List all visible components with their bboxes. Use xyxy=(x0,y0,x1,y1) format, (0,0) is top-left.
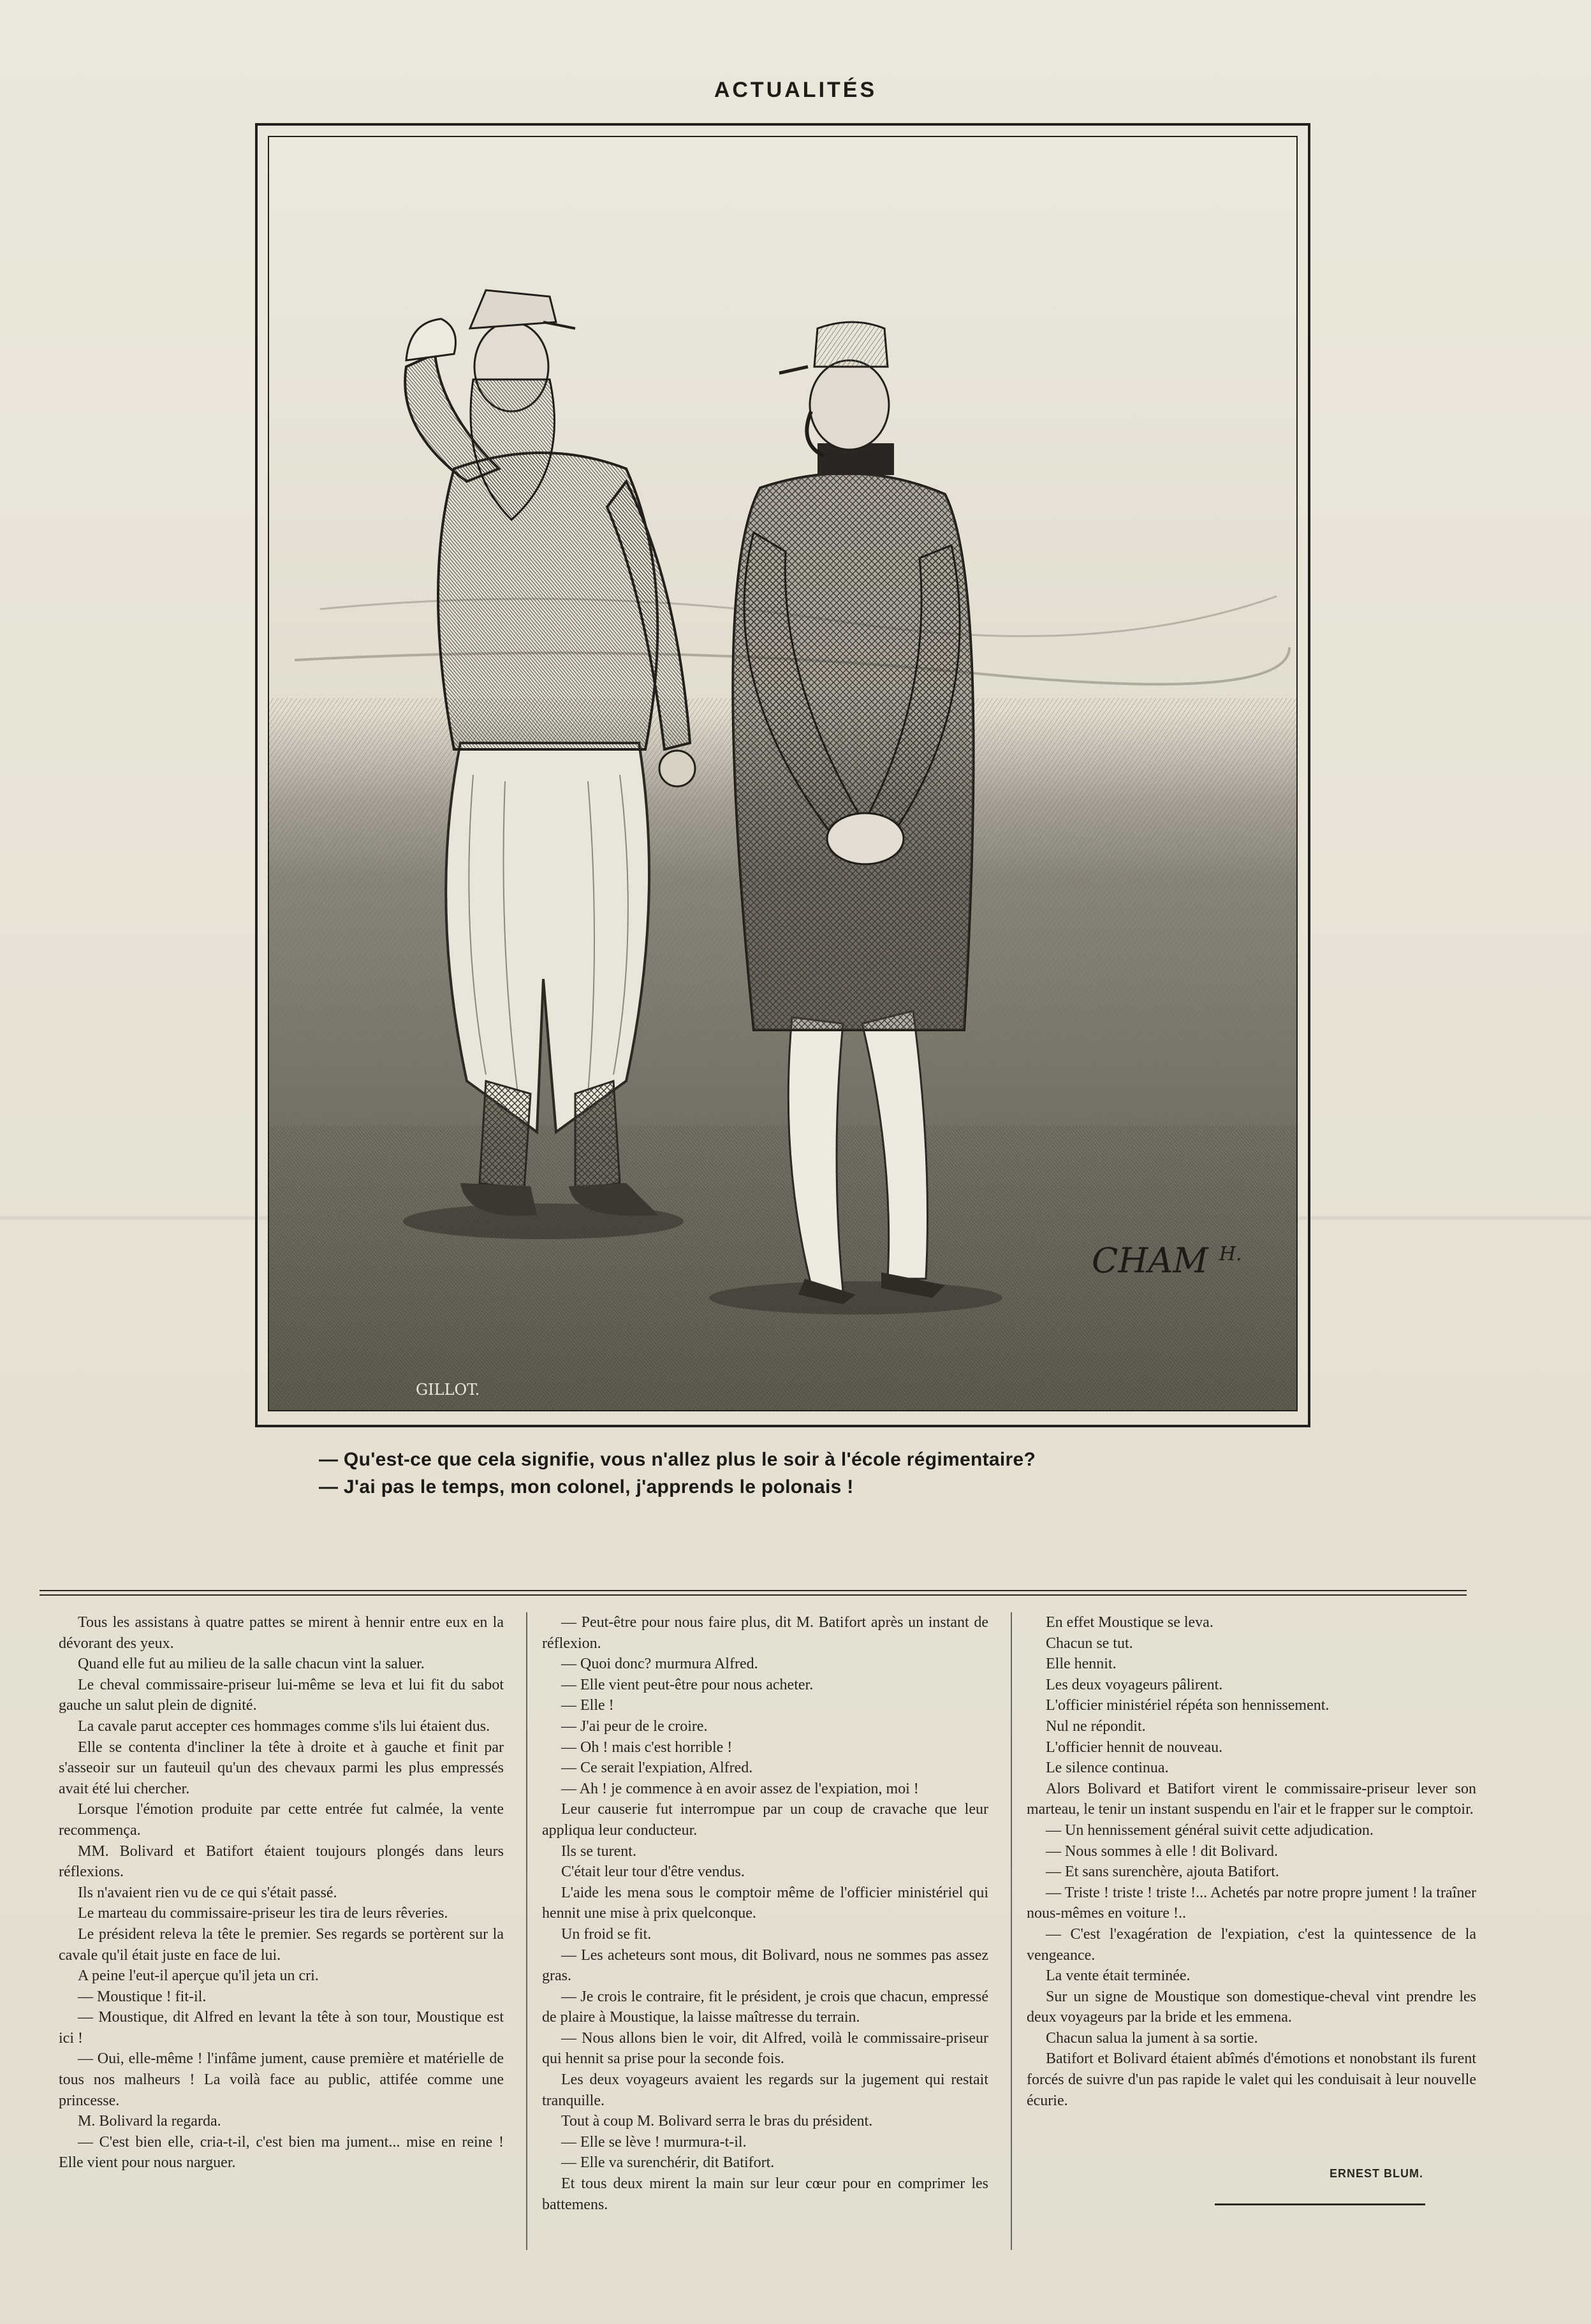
article-paragraph: Chacun se tut. xyxy=(1046,1635,1133,1652)
article-paragraph: Un froid se fit. xyxy=(561,1925,652,1943)
page-heading: ACTUALITÉS xyxy=(714,78,877,102)
article-paragraph: Ils se turent. xyxy=(561,1842,636,1860)
article-paragraph: — Nous allons bien le voir, dit Alfred, voilà le commissaire-priseur qui hennit sa prise pour la seconde fois. xyxy=(542,2029,988,2068)
article-paragraph: Tout à coup M. Bolivard serra le bras du président. xyxy=(561,2113,873,2130)
article-paragraph: C'était leur tour d'être vendus. xyxy=(561,1864,745,1881)
caption-line-1: — Qu'est-ce que cela signifie, vous n'allez plus le soir à l'école régimentaire? xyxy=(319,1449,1036,1470)
article-paragraph: Le silence continua. xyxy=(1046,1760,1169,1777)
column-separator-1 xyxy=(526,1612,527,2250)
article-paragraph: — J'ai peur de le croire. xyxy=(561,1717,708,1735)
article-paragraph: Tous les assistans à quatre pattes se mirent à hennir entre eux en la dévorant des yeux. xyxy=(59,1614,504,1652)
lithograph-two-soldiers-icon xyxy=(269,137,1296,1410)
article-paragraph: — Elle ! xyxy=(561,1697,614,1714)
article-paragraph: M. Bolivard la regarda. xyxy=(78,2113,221,2130)
article-paragraph: Nul ne répondit. xyxy=(1046,1717,1146,1735)
article-paragraph: Lorsque l'émotion produite par cette entrée fut calmée, la vente recommença. xyxy=(59,1801,504,1839)
article-paragraph: Elle se contenta d'incliner la tête à droite et à gauche et finit par s'asseoir sur un fauteuil qu'un des chevaux parmi les plus empressés avait été lui chercher. xyxy=(59,1739,504,1797)
article-paragraph: — Je crois le contraire, fit le président, je crois que chacun, empressé de plaire à Moustique, la laisse maîtresse du terrain. xyxy=(542,1988,988,2026)
article-paragraph: — Et sans surenchère, ajouta Batifort. xyxy=(1046,1864,1279,1881)
article-paragraph: Alors Bolivard et Batifort virent le commissaire-priseur lever son marteau, le tenir un instant suspendu en l'air et le frapper sur le comptoir. xyxy=(1027,1780,1476,1818)
article-rule-top xyxy=(40,1590,1467,1591)
article-paragraph: — Elle vient peut-être pour nous acheter. xyxy=(561,1676,814,1693)
article-paragraph: — Oui, elle-même ! l'infâme jument, cause première et matérielle de tous nos malheurs ! La voilà face au public, attifée comme une princesse. xyxy=(59,2050,504,2109)
article-paragraph: — Les acheteurs sont mous, dit Bolivard, nous ne sommes pas assez gras. xyxy=(542,1946,988,1985)
article-paragraph: — C'est l'exagération de l'expiation, c'est la quintessence de la vengeance. xyxy=(1027,1925,1476,1964)
article-paragraph: — Moustique, dit Alfred en levant la tête à son tour, Moustique est ici ! xyxy=(59,2009,504,2047)
article-paragraph: — Oh ! mais c'est horrible ! xyxy=(561,1739,733,1756)
article-paragraph: — Triste ! triste ! triste !... Achetés par notre propre jument ! la traîner nous-mêmes en voiture !.. xyxy=(1027,1884,1476,1922)
article-paragraph: Le cheval commissaire-priseur lui-même se leva et lui fit du sabot gauche un salut plein de dignité. xyxy=(59,1676,504,1714)
column-separator-2 xyxy=(1011,1612,1012,2250)
article-paragraph: — C'est bien elle, cria-t-il, c'est bien ma jument... mise en reine ! Elle vient pour nous narguer. xyxy=(59,2133,504,2172)
article-paragraph: Les deux voyageurs avaient les regards sur la jugement qui restait tranquille. xyxy=(542,2071,988,2109)
article-paragraph: — Quoi donc? murmura Alfred. xyxy=(561,1656,758,1673)
article-paragraph: L'officier ministériel répéta son hennissement. xyxy=(1046,1697,1330,1714)
illustration xyxy=(268,136,1298,1411)
article-paragraph: — Elle va surenchérir, dit Batifort. xyxy=(561,2154,775,2172)
article-paragraph: La cavale parut accepter ces hommages comme s'ils lui étaient dus. xyxy=(78,1717,490,1735)
article-paragraph: — Un hennissement général suivit cette adjudication. xyxy=(1046,1821,1374,1839)
article-paragraph: Et tous deux mirent la main sur leur cœur pour en comprimer les battemens. xyxy=(542,2175,988,2213)
article-rule-top-2 xyxy=(40,1594,1467,1596)
article-paragraph: L'officier hennit de nouveau. xyxy=(1046,1739,1223,1756)
artist-signature-extra: H. xyxy=(1219,1243,1242,1265)
article-paragraph: Le président releva la tête le premier. Ses regards se portèrent sur la cavale qu'il était juste en face de lui. xyxy=(59,1925,504,1964)
article-paragraph: A peine l'eut-il aperçue qu'il jeta un cri. xyxy=(78,1967,319,1985)
article-paragraph: Sur un signe de Moustique son domestique-cheval vint prendre les deux voyageurs par la bride et les emmena. xyxy=(1027,1988,1476,2026)
article-paragraph: MM. Bolivard et Batifort étaient toujours plongés dans leurs réflexions. xyxy=(59,1842,504,1881)
article-paragraph: Quand elle fut au milieu de la salle chacun vint la saluer. xyxy=(78,1656,425,1673)
article-paragraph: L'aide les mena sous le comptoir même de l'officier ministériel qui hennit une mise à prix quelconque. xyxy=(542,1884,988,1922)
article-paragraph: Batifort et Bolivard étaient abîmés d'émotions et nonobstant ils furent forcés de suivre d'un pas rapide le valet qui les conduisait à leur nouvelle écurie. xyxy=(1027,2050,1476,2109)
article-paragraph: — Elle se lève ! murmura-t-il. xyxy=(561,2133,747,2151)
article-column-1 xyxy=(59,1612,504,2173)
closing-rule xyxy=(1215,2203,1425,2205)
article-paragraph: Le marteau du commissaire-priseur les tira de leurs rêveries. xyxy=(78,1905,448,1922)
article-paragraph: Chacun salua la jument à sa sortie. xyxy=(1046,2029,1258,2047)
article-paragraph: — Nous sommes à elle ! dit Bolivard. xyxy=(1046,1842,1278,1860)
article-paragraph: — Peut-être pour nous faire plus, dit M. Batifort après un instant de réflexion. xyxy=(542,1614,988,1652)
article-paragraph: Ils n'avaient rien vu de ce qui s'était passé. xyxy=(78,1884,337,1901)
caption-line-2: — J'ai pas le temps, mon colonel, j'apprends le polonais ! xyxy=(319,1476,854,1497)
article-paragraph: La vente était terminée. xyxy=(1046,1967,1191,1985)
artist-signature: CHAM $^{H.}$ xyxy=(1092,1240,1242,1281)
article-paragraph: — Moustique ! fit-il. xyxy=(78,1988,207,2005)
author-signature: ERNEST BLUM. xyxy=(1330,2167,1423,2180)
article-paragraph: En effet Moustique se leva. xyxy=(1046,1614,1213,1631)
article-paragraph: Les deux voyageurs pâlirent. xyxy=(1046,1676,1223,1693)
article-paragraph: Elle hennit. xyxy=(1046,1656,1117,1673)
engraver-mark: GILLOT. xyxy=(416,1381,480,1399)
article-paragraph: Leur causerie fut interrompue par un coup de cravache que leur appliqua leur conducteur. xyxy=(542,1801,988,1839)
article-column-2 xyxy=(542,1612,988,2215)
article-column-3 xyxy=(1027,1612,1476,2111)
article-paragraph: — Ce serait l'expiation, Alfred. xyxy=(561,1760,753,1777)
article-paragraph: — Ah ! je commence à en avoir assez de l'expiation, moi ! xyxy=(561,1780,919,1797)
